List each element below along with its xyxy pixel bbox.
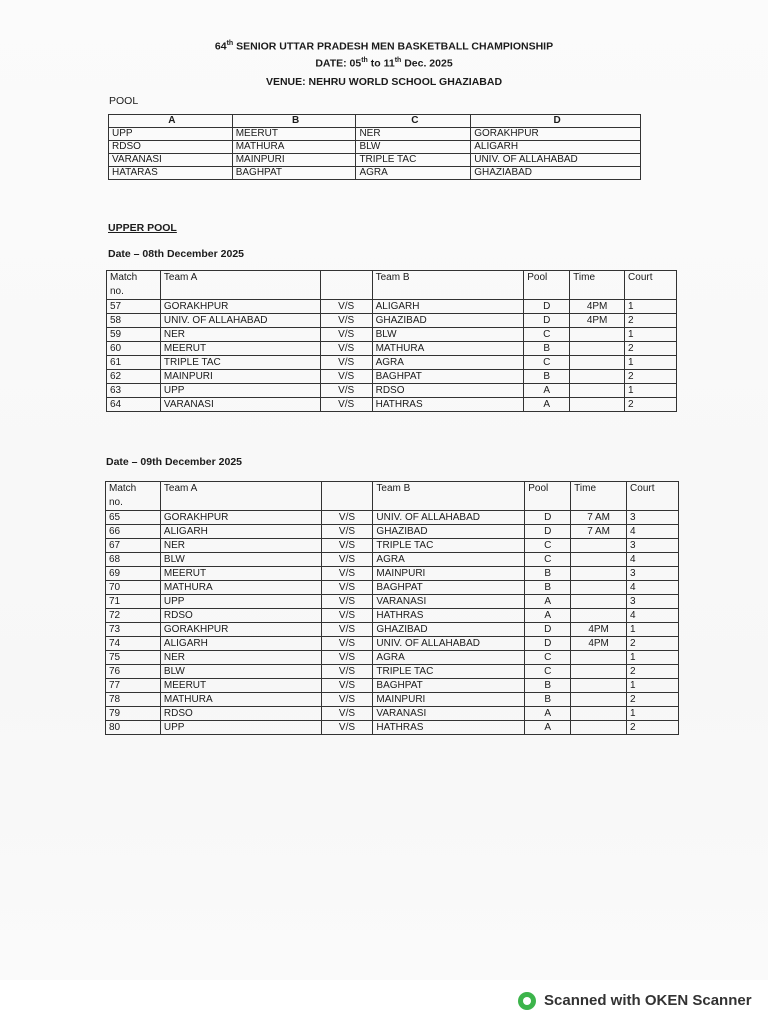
court-cell: 2: [627, 721, 679, 735]
match-no-cell: 65: [106, 511, 161, 525]
vs-cell: V/S: [321, 511, 373, 525]
pool-cell: B: [525, 693, 571, 707]
match-no-cell: 68: [106, 553, 161, 567]
match-row: [106, 567, 679, 581]
pool-cell: A: [525, 595, 571, 609]
team-b-cell: BLW: [372, 328, 524, 342]
team-a-cell: GORAKHPUR: [160, 511, 321, 525]
time-cell: 4PM: [570, 314, 625, 328]
time-cell: 4PM: [571, 637, 627, 651]
court-cell: 1: [625, 328, 677, 342]
day2-schedule-table: [105, 481, 679, 735]
match-no-cell: 63: [107, 384, 161, 398]
pool-table: [108, 114, 641, 180]
team-b-cell: BAGHPAT: [372, 370, 524, 384]
match-no-cell: 77: [106, 679, 161, 693]
match-no-cell: 69: [106, 567, 161, 581]
match-row: [106, 525, 679, 539]
match-no-cell: 79: [106, 707, 161, 721]
pool-cell: A: [525, 609, 571, 623]
vs-cell: V/S: [321, 679, 373, 693]
match-row: [106, 581, 679, 595]
court-header: Court: [627, 482, 679, 511]
pool-column-header: C: [356, 115, 471, 128]
pool-team-cell: GHAZIABAD: [471, 167, 641, 180]
team-b-cell: VARANASI: [373, 707, 525, 721]
vs-cell: V/S: [321, 651, 373, 665]
team-a-cell: MATHURA: [160, 581, 321, 595]
team-a-cell: RDSO: [160, 707, 321, 721]
vs-cell: V/S: [321, 553, 373, 567]
court-cell: 2: [625, 398, 677, 412]
court-cell: 2: [625, 370, 677, 384]
match-no-cell: 58: [107, 314, 161, 328]
pool-cell: D: [525, 637, 571, 651]
pool-cell: C: [524, 328, 570, 342]
time-cell: [570, 342, 625, 356]
court-cell: 1: [625, 356, 677, 370]
team-b-cell: GHAZIBAD: [373, 525, 525, 539]
time-cell: [571, 693, 627, 707]
vs-cell: V/S: [320, 342, 372, 356]
pool-row: [109, 167, 641, 180]
pool-team-cell: BLW: [356, 141, 471, 154]
vs-cell: V/S: [320, 384, 372, 398]
match-row: [106, 595, 679, 609]
pool-team-cell: UNIV. OF ALLAHABAD: [471, 154, 641, 167]
vs-cell: V/S: [321, 539, 373, 553]
time-cell: 7 AM: [571, 511, 627, 525]
day1-schedule-table: [106, 270, 677, 412]
championship-dates: DATE: 05th to 11th Dec. 2025: [315, 57, 453, 70]
time-cell: [571, 707, 627, 721]
court-header: Court: [625, 271, 677, 300]
match-no-header: Match no.: [107, 271, 161, 300]
time-cell: [570, 398, 625, 412]
match-row: [107, 342, 677, 356]
time-cell: [571, 679, 627, 693]
championship-venue: VENUE: NEHRU WORLD SCHOOL GHAZIABAD: [265, 76, 503, 88]
pool-team-cell: TRIPLE TAC: [356, 154, 471, 167]
time-cell: [571, 721, 627, 735]
match-no-header: Match no.: [106, 482, 161, 511]
time-cell: [571, 539, 627, 553]
pool-team-cell: GORAKHPUR: [471, 128, 641, 141]
pool-cell: D: [525, 525, 571, 539]
pool-cell: B: [525, 567, 571, 581]
team-a-header: Team A: [160, 271, 320, 300]
pool-cell: A: [524, 384, 570, 398]
pool-cell: C: [525, 539, 571, 553]
court-cell: 2: [627, 693, 679, 707]
court-cell: 4: [627, 525, 679, 539]
court-cell: 3: [627, 567, 679, 581]
vs-cell: V/S: [321, 525, 373, 539]
pool-cell: D: [525, 623, 571, 637]
team-a-cell: NER: [160, 328, 320, 342]
court-cell: 1: [625, 300, 677, 314]
team-a-cell: BLW: [160, 665, 321, 679]
team-b-cell: HATHRAS: [373, 609, 525, 623]
time-cell: [570, 328, 625, 342]
pool-row: [109, 128, 641, 141]
team-a-cell: TRIPLE TAC: [160, 356, 320, 370]
time-cell: [571, 651, 627, 665]
match-row: [106, 679, 679, 693]
team-b-header: Team B: [372, 271, 524, 300]
pool-cell: B: [524, 342, 570, 356]
pool-team-cell: MEERUT: [232, 128, 356, 141]
team-a-cell: MEERUT: [160, 567, 321, 581]
match-row: [107, 356, 677, 370]
pool-cell: C: [525, 553, 571, 567]
match-no-cell: 67: [106, 539, 161, 553]
vs-cell: V/S: [321, 609, 373, 623]
pool-header-row: [109, 115, 641, 128]
match-no-cell: 76: [106, 665, 161, 679]
pool-cell: D: [524, 300, 570, 314]
match-no-cell: 72: [106, 609, 161, 623]
match-row: [106, 693, 679, 707]
time-cell: [571, 609, 627, 623]
team-b-cell: BAGHPAT: [373, 679, 525, 693]
team-a-cell: MEERUT: [160, 679, 321, 693]
time-cell: 4PM: [570, 300, 625, 314]
pool-header: Pool: [524, 271, 570, 300]
team-b-header: Team B: [373, 482, 525, 511]
team-b-cell: MAINPURI: [373, 567, 525, 581]
time-header: Time: [570, 271, 625, 300]
vs-cell: V/S: [320, 314, 372, 328]
time-cell: 4PM: [571, 623, 627, 637]
match-row: [106, 609, 679, 623]
match-row: [106, 553, 679, 567]
match-no-cell: 66: [106, 525, 161, 539]
pool-team-cell: MAINPURI: [232, 154, 356, 167]
oken-scanner-logo-icon: [518, 992, 536, 1010]
court-cell: 4: [627, 553, 679, 567]
pool-cell: D: [524, 314, 570, 328]
team-b-cell: MATHURA: [372, 342, 524, 356]
pool-team-cell: NER: [356, 128, 471, 141]
time-cell: [570, 384, 625, 398]
team-a-cell: MEERUT: [160, 342, 320, 356]
pool-cell: A: [525, 707, 571, 721]
match-row: [106, 721, 679, 735]
team-a-cell: GORAKHPUR: [160, 300, 320, 314]
vs-cell: V/S: [321, 721, 373, 735]
court-cell: 1: [627, 679, 679, 693]
match-row: [106, 651, 679, 665]
team-a-cell: RDSO: [160, 609, 321, 623]
court-cell: 1: [627, 651, 679, 665]
pool-column-header: D: [471, 115, 641, 128]
vs-cell: V/S: [321, 707, 373, 721]
team-a-cell: VARANASI: [160, 398, 320, 412]
match-no-cell: 73: [106, 623, 161, 637]
team-a-cell: GORAKHPUR: [160, 623, 321, 637]
day2-header-row: [106, 482, 679, 511]
match-no-cell: 75: [106, 651, 161, 665]
pool-cell: B: [525, 581, 571, 595]
team-a-cell: ALIGARH: [160, 637, 321, 651]
upper-pool-label: UPPER POOL: [108, 222, 177, 234]
team-a-cell: ALIGARH: [160, 525, 321, 539]
time-cell: [570, 370, 625, 384]
match-row: [107, 314, 677, 328]
pool-team-cell: MATHURA: [232, 141, 356, 154]
pool-row: [109, 154, 641, 167]
time-cell: [571, 567, 627, 581]
team-b-cell: AGRA: [373, 651, 525, 665]
pool-cell: A: [524, 398, 570, 412]
match-row: [106, 539, 679, 553]
pool-row: [109, 141, 641, 154]
team-a-cell: UPP: [160, 384, 320, 398]
pool-team-cell: RDSO: [109, 141, 233, 154]
scanner-watermark-text: Scanned with OKEN Scanner: [544, 992, 752, 1009]
day1-date-label: Date – 08th December 2025: [108, 248, 244, 260]
pool-cell: C: [524, 356, 570, 370]
pool-cell: B: [525, 679, 571, 693]
pool-cell: D: [525, 511, 571, 525]
vs-cell: V/S: [321, 623, 373, 637]
team-b-cell: UNIV. OF ALLAHABAD: [373, 637, 525, 651]
vs-cell: V/S: [321, 581, 373, 595]
team-a-cell: NER: [160, 651, 321, 665]
match-no-cell: 57: [107, 300, 161, 314]
pool-team-cell: ALIGARH: [471, 141, 641, 154]
pool-label: POOL: [109, 95, 139, 107]
time-cell: [571, 581, 627, 595]
pool-team-cell: VARANASI: [109, 154, 233, 167]
team-a-cell: UPP: [160, 721, 321, 735]
court-cell: 1: [627, 707, 679, 721]
court-cell: 3: [627, 539, 679, 553]
championship-title: 64th SENIOR UTTAR PRADESH MEN BASKETBALL CHAMPIONSHIP: [214, 40, 554, 53]
team-b-cell: TRIPLE TAC: [373, 539, 525, 553]
pool-cell: A: [525, 721, 571, 735]
day2-date-label: Date – 09th December 2025: [106, 456, 242, 468]
match-row: [107, 370, 677, 384]
team-a-cell: MATHURA: [160, 693, 321, 707]
vs-cell: V/S: [320, 328, 372, 342]
match-no-cell: 61: [107, 356, 161, 370]
pool-cell: C: [525, 665, 571, 679]
team-b-cell: ALIGARH: [372, 300, 524, 314]
time-header: Time: [571, 482, 627, 511]
court-cell: 2: [625, 342, 677, 356]
team-b-cell: VARANASI: [373, 595, 525, 609]
court-cell: 1: [625, 384, 677, 398]
time-cell: [570, 356, 625, 370]
vs-cell: V/S: [321, 637, 373, 651]
court-cell: 4: [627, 581, 679, 595]
match-no-cell: 74: [106, 637, 161, 651]
pool-cell: C: [525, 651, 571, 665]
pool-team-cell: AGRA: [356, 167, 471, 180]
match-no-cell: 71: [106, 595, 161, 609]
vs-cell: V/S: [321, 693, 373, 707]
time-cell: [571, 595, 627, 609]
team-b-cell: TRIPLE TAC: [373, 665, 525, 679]
pool-team-cell: UPP: [109, 128, 233, 141]
court-cell: 2: [625, 314, 677, 328]
pool-team-cell: BAGHPAT: [232, 167, 356, 180]
pool-header: Pool: [525, 482, 571, 511]
match-row: [106, 707, 679, 721]
team-a-cell: UNIV. OF ALLAHABAD: [160, 314, 320, 328]
match-no-cell: 78: [106, 693, 161, 707]
match-row: [106, 623, 679, 637]
court-cell: 2: [627, 665, 679, 679]
vs-header: [321, 482, 373, 511]
team-a-header: Team A: [160, 482, 321, 511]
vs-cell: V/S: [320, 356, 372, 370]
team-b-cell: HATHRAS: [373, 721, 525, 735]
team-b-cell: AGRA: [373, 553, 525, 567]
match-row: [106, 637, 679, 651]
vs-cell: V/S: [321, 665, 373, 679]
court-cell: 3: [627, 511, 679, 525]
match-row: [107, 384, 677, 398]
team-a-cell: MAINPURI: [160, 370, 320, 384]
vs-cell: V/S: [320, 370, 372, 384]
match-no-cell: 62: [107, 370, 161, 384]
vs-cell: V/S: [320, 300, 372, 314]
pool-team-cell: HATARAS: [109, 167, 233, 180]
team-b-cell: MAINPURI: [373, 693, 525, 707]
time-cell: [571, 665, 627, 679]
court-cell: 1: [627, 623, 679, 637]
match-row: [106, 665, 679, 679]
court-cell: 4: [627, 609, 679, 623]
team-b-cell: GHAZIBAD: [373, 623, 525, 637]
team-a-cell: BLW: [160, 553, 321, 567]
match-no-cell: 64: [107, 398, 161, 412]
team-b-cell: RDSO: [372, 384, 524, 398]
time-cell: 7 AM: [571, 525, 627, 539]
team-b-cell: GHAZIBAD: [372, 314, 524, 328]
match-row: [106, 511, 679, 525]
team-b-cell: HATHRAS: [372, 398, 524, 412]
pool-column-header: A: [109, 115, 233, 128]
team-a-cell: UPP: [160, 595, 321, 609]
vs-cell: V/S: [321, 595, 373, 609]
pool-column-header: B: [232, 115, 356, 128]
match-no-cell: 70: [106, 581, 161, 595]
team-a-cell: NER: [160, 539, 321, 553]
match-row: [107, 398, 677, 412]
pool-cell: B: [524, 370, 570, 384]
match-no-cell: 60: [107, 342, 161, 356]
court-cell: 2: [627, 637, 679, 651]
match-row: [107, 300, 677, 314]
team-b-cell: AGRA: [372, 356, 524, 370]
team-b-cell: BAGHPAT: [373, 581, 525, 595]
match-no-cell: 59: [107, 328, 161, 342]
day1-header-row: [107, 271, 677, 300]
vs-cell: V/S: [320, 398, 372, 412]
team-b-cell: UNIV. OF ALLAHABAD: [373, 511, 525, 525]
court-cell: 3: [627, 595, 679, 609]
match-no-cell: 80: [106, 721, 161, 735]
vs-header: [320, 271, 372, 300]
time-cell: [571, 553, 627, 567]
vs-cell: V/S: [321, 567, 373, 581]
match-row: [107, 328, 677, 342]
